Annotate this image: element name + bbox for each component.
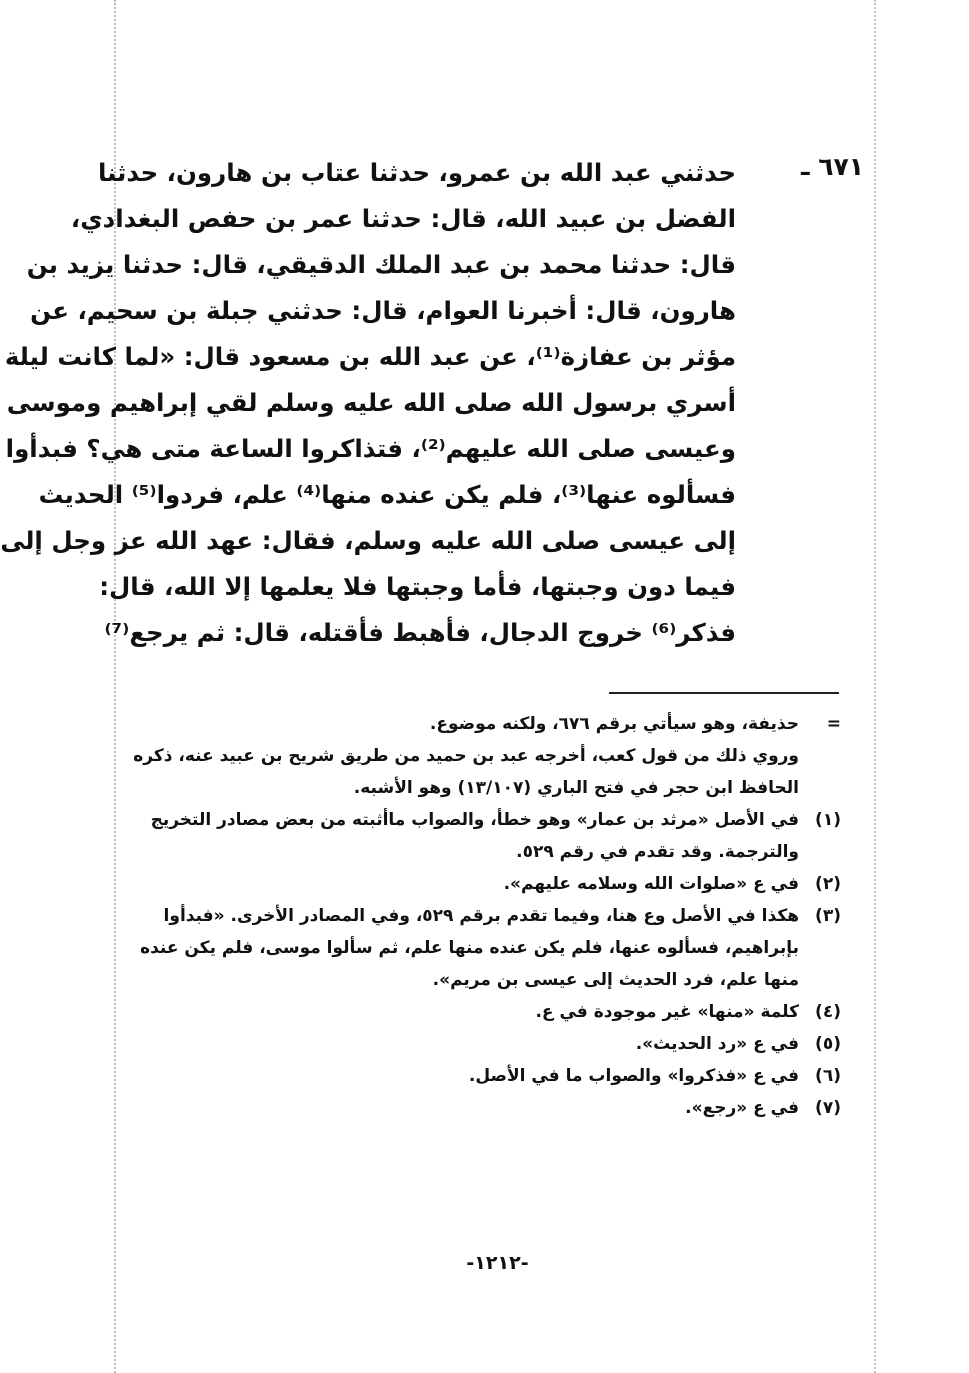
hadith-line: الفضل بن عبيد الله، قال: حدثنا عمر بن حفص البغدادي، — [70, 204, 736, 233]
footnote-separator — [609, 692, 839, 694]
hadith-line: مؤثر بن عفازة⁽¹⁾، عن عبد الله بن مسعود قال: «لما كانت ليلة — [4, 342, 736, 371]
hadith-line: إلى عيسى صلى الله عليه وسلم، فقال: عهد الله عز وجل إلى — [0, 526, 736, 555]
footnotes — [126, 708, 841, 1124]
footnote-line: حذيفة، وهو سيأتي برقم ٦٧٦، ولكنه موضوع. — [429, 714, 799, 734]
scan-edge-right — [874, 0, 876, 1373]
hadith-line: وعيسى صلى الله عليهم⁽²⁾، فتذاكروا الساعة متى هي؟ فبدأوا — [5, 434, 736, 463]
hadith-line: قال: حدثنا محمد بن عبد الملك الدقيقي، قال: حدثنا يزيد بن — [26, 250, 736, 279]
footnote-number: (١) — [815, 810, 841, 830]
footnote-number: (٥) — [815, 1034, 841, 1054]
footnote-5 — [126, 1028, 841, 1060]
hadith-line: فسألوه عنها⁽³⁾، فلم يكن عنده منها⁽⁴⁾ علم، فردوا⁽⁵⁾ الحديث — [38, 480, 736, 509]
page-number: -١٢١٢- — [466, 1252, 529, 1274]
footnote-number: (٢) — [815, 874, 841, 894]
footnote-number: (٣) — [815, 906, 841, 926]
footnote-2 — [126, 868, 841, 900]
footnote-paragraph — [126, 740, 841, 804]
footnote-line: كلمة «منها» غير موجودة في ع. — [535, 1002, 799, 1022]
footnote-continuation — [126, 708, 841, 740]
footnote-line: هكذا في الأصل وع هنا، وفيما تقدم برقم ٥٢٩، وفي المصادر الأخرى. «فبدأوا — [163, 906, 799, 926]
footnote-1 — [126, 804, 841, 868]
hadith-number: ٦٧١ ـ — [800, 152, 864, 181]
hadith-text — [0, 150, 736, 656]
footnote-line: بإبراهيم، فسألوه عنها، فلم يكن عنده منها علم، ثم سألوا موسى، فلم يكن عنده — [140, 938, 799, 958]
footnote-marker: = — [826, 714, 841, 734]
footnote-line: في ع «رد الحديث». — [635, 1034, 799, 1054]
footnote-6 — [126, 1060, 841, 1092]
footnote-line: وروي ذلك من قول كعب، أخرجه عبد بن حميد من طريق شريح بن عبيد عنه، ذكره — [133, 746, 799, 766]
footnote-line: والترجمة. وقد تقدم في رقم ٥٢٩. — [516, 842, 799, 862]
footnote-line: في ع «صلوات الله وسلامه عليهم». — [503, 874, 799, 894]
footnote-line: في ع «فذكروا» والصواب ما في الأصل. — [468, 1066, 799, 1086]
hadith-line: فيما دون وجبتها، فأما وجبتها فلا يعلمها إلا الله، قال: — [99, 572, 736, 601]
footnote-number: (٧) — [815, 1098, 841, 1118]
footnote-line: في الأصل «مرثد بن عمار» وهو خطأ، والصواب ماأثبته من بعض مصادر التخريج — [150, 810, 799, 830]
footnote-4 — [126, 996, 841, 1028]
footnote-line: الحافظ ابن حجر في فتح الباري (١٣/١٠٧) وهو الأشبه. — [353, 778, 799, 798]
footnote-3 — [126, 900, 841, 996]
hadith-line: أسري برسول الله صلى الله عليه وسلم لقي إبراهيم وموسى — [6, 388, 736, 417]
footnote-line: في ع «رجع». — [685, 1098, 799, 1118]
footnote-7 — [126, 1092, 841, 1124]
footnote-number: (٦) — [815, 1066, 841, 1086]
footnote-number: (٤) — [815, 1002, 841, 1022]
hadith-line: هارون، قال: أخبرنا العوام، قال: حدثني جبلة بن سحيم، عن — [30, 296, 736, 325]
hadith-line: حدثني عبد الله بن عمرو، حدثنا عتاب بن هارون، حدثنا — [97, 158, 736, 187]
footnote-line: منها علم، فرد الحديث إلى عيسى بن مريم». — [432, 970, 799, 990]
hadith-line: فذكر⁽⁶⁾ خروج الدجال، فأهبط فأقتله، قال: ثم يرجع⁽⁷⁾ — [104, 618, 736, 647]
